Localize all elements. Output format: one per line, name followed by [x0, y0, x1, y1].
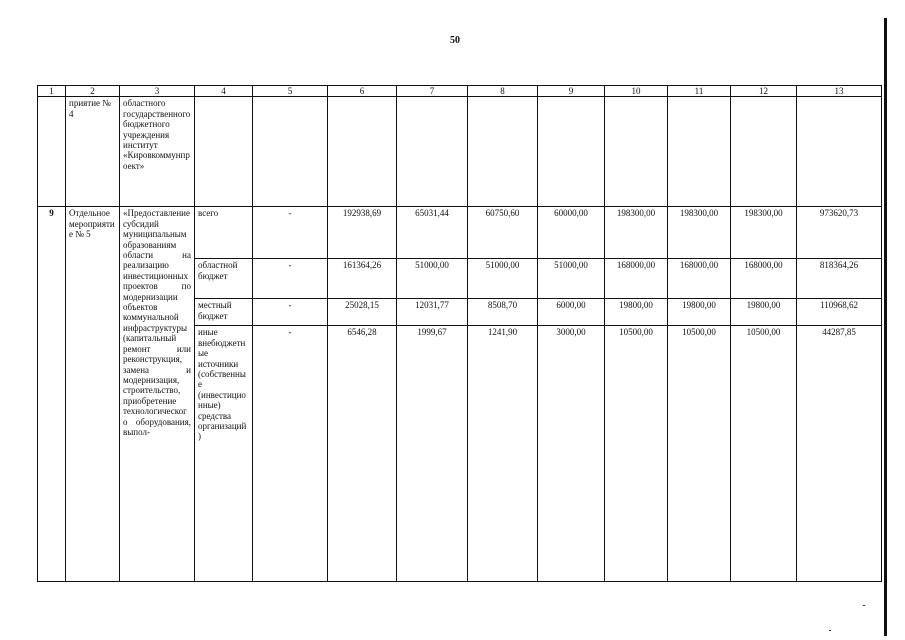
table-cell	[397, 97, 468, 207]
table-cell: 168000,00	[605, 259, 668, 299]
scan-speck	[863, 605, 865, 606]
page-number: 50	[450, 35, 460, 46]
table-cell: 198300,00	[731, 207, 797, 259]
activity-number: 9	[38, 207, 66, 582]
table-cell	[538, 97, 605, 207]
table-cell: 168000,00	[668, 259, 731, 299]
table-cell: 1999,67	[397, 326, 468, 582]
table-cell	[38, 97, 66, 207]
table-cell: 19800,00	[668, 299, 731, 326]
table-cell: -	[253, 207, 328, 259]
table-cell: -	[253, 259, 328, 299]
column-number-row	[38, 86, 882, 97]
table-cell: -	[253, 299, 328, 326]
table-cell: 161364,26	[328, 259, 397, 299]
column-header: 9	[538, 86, 605, 97]
table-cell	[468, 97, 538, 207]
table-cell: 60000,00	[538, 207, 605, 259]
column-header: 2	[66, 86, 120, 97]
table-cell: 818364,26	[797, 259, 882, 299]
activity-description-cont: областного государственного бюджетного учреждения институт «Кировкоммунпроект»	[120, 97, 195, 207]
table-cell: 110968,62	[797, 299, 882, 326]
table-cell	[731, 97, 797, 207]
table-cell: 10500,00	[668, 326, 731, 582]
column-header: 6	[328, 86, 397, 97]
table-cell: 51000,00	[538, 259, 605, 299]
funding-source: всего	[195, 207, 253, 259]
column-header: 4	[195, 86, 253, 97]
column-header: 10	[605, 86, 668, 97]
table-cell	[797, 97, 882, 207]
table-cell: 19800,00	[731, 299, 797, 326]
table-cell: 973620,73	[797, 207, 882, 259]
table-cell: 25028,15	[328, 299, 397, 326]
column-header: 13	[797, 86, 882, 97]
table-cell: 12031,77	[397, 299, 468, 326]
table-cell: 198300,00	[668, 207, 731, 259]
funding-source: областной бюджет	[195, 259, 253, 299]
table-cell: 192938,69	[328, 207, 397, 259]
column-header: 1	[38, 86, 66, 97]
table-cell	[195, 97, 253, 207]
column-header: 7	[397, 86, 468, 97]
table-cell	[328, 97, 397, 207]
table-cell: 60750,60	[468, 207, 538, 259]
scan-speck	[829, 630, 831, 631]
table-cell: 44287,85	[797, 326, 882, 582]
table-cell: 1241,90	[468, 326, 538, 582]
table-cell: 10500,00	[731, 326, 797, 582]
table-cell: 3000,00	[538, 326, 605, 582]
column-header: 11	[668, 86, 731, 97]
table-cell: 168000,00	[731, 259, 797, 299]
table-cell: 8508,70	[468, 299, 538, 326]
table-cell: 10500,00	[605, 326, 668, 582]
activity-name: Отдельное мероприятие № 5	[66, 207, 120, 582]
table-cell	[668, 97, 731, 207]
column-header: 12	[731, 86, 797, 97]
table-cell: -	[253, 326, 328, 582]
table-cell: 65031,44	[397, 207, 468, 259]
table-cell: 198300,00	[605, 207, 668, 259]
column-header: 5	[253, 86, 328, 97]
table-cell	[253, 97, 328, 207]
column-header: 3	[120, 86, 195, 97]
funding-source: иные внебюджетные источники (собственные (инвестиционные) средства организаций)	[195, 326, 253, 582]
continuation-row	[38, 97, 882, 207]
page-edge-line	[884, 18, 887, 636]
table-cell: 51000,00	[397, 259, 468, 299]
table-row	[38, 207, 882, 259]
activity-name-cont: приятие № 4	[66, 97, 120, 207]
table-cell	[605, 97, 668, 207]
budget-table	[37, 85, 882, 582]
table-cell: 6546,28	[328, 326, 397, 582]
table-cell: 51000,00	[468, 259, 538, 299]
activity-description: «Предоставление субсидий муниципальным образованиям области на реализацию инвестиционных проектов по модернизации объектов коммунальной инфраструктуры (капитальный ремонт или реконструкция, замена и модернизация, строительство, приобретение технологического оборудования, выпол-	[120, 207, 195, 582]
table-cell: 6000,00	[538, 299, 605, 326]
column-header: 8	[468, 86, 538, 97]
funding-source: местный бюджет	[195, 299, 253, 326]
table-cell: 19800,00	[605, 299, 668, 326]
